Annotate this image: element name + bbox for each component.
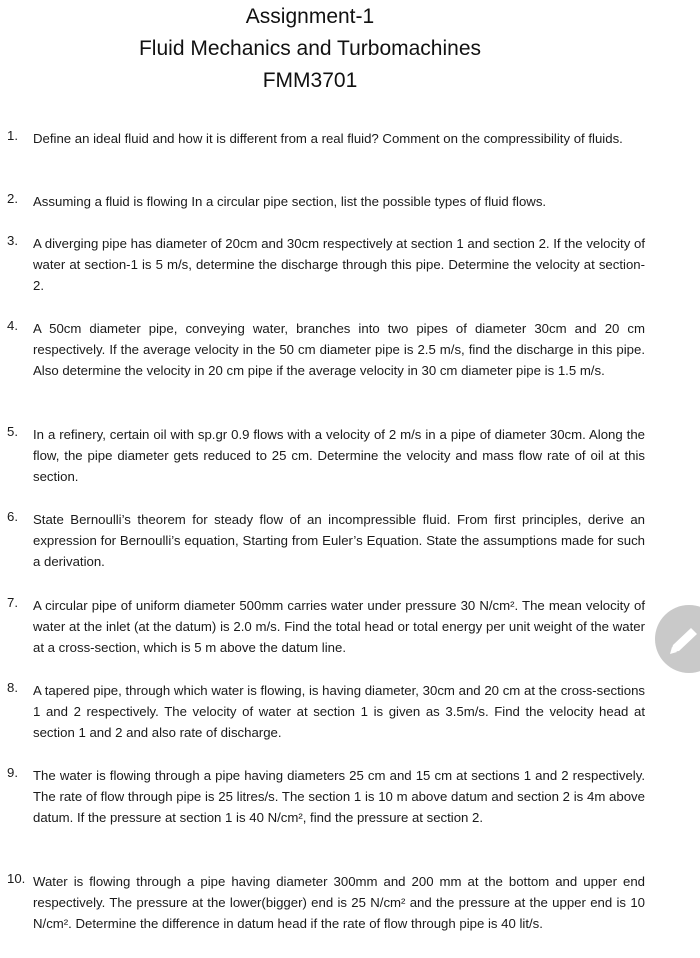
course-name: Fluid Mechanics and Turbomachines <box>138 37 481 60</box>
question-number: 3. <box>7 233 18 248</box>
question-number: 7. <box>7 595 18 610</box>
question-number: 8. <box>7 680 18 695</box>
question-number: 10. <box>7 871 26 886</box>
question-text: A tapered pipe, through which water is flowing, is having diameter, 30cm and 20 cm at the cross-sections 1 and 2 respectively. The velocity of water at section 1 is given as 3.5m/s. Find the velocity head at section 1 and 2 and also rate of discharge. <box>33 683 645 740</box>
question-text: A diverging pipe has diameter of 20cm and 30cm respectively at section 1 and section 2. If the velocity of water at section-1 is 5 m/s, determine the discharge through this pipe. Determine the velocity at section-2. <box>33 236 645 293</box>
question-number: 9. <box>7 765 18 780</box>
pencil-icon <box>667 625 700 655</box>
question-number: 5. <box>7 424 18 439</box>
question-text: The water is flowing through a pipe having diameters 25 cm and 15 cm at sections 1 and 2 respectively. The rate of flow through pipe is 25 litres/s. The section 1 is 10 m above datum and section 2 is 4m above datum. If the pressure at section 1 is 40 N/cm², find the pressure at section 2. <box>33 768 645 825</box>
assignment-title: Assignment-1 <box>245 5 375 28</box>
question-text: A circular pipe of uniform diameter 500mm carries water under pressure 30 N/cm². The mean velocity of water at the inlet (at the datum) is 2.0 m/s. Find the total head or total energy per unit weight of the water at a cross-section, which is 5 m above the datum line. <box>33 598 645 655</box>
question-number: 2. <box>7 191 18 206</box>
question-number: 4. <box>7 318 18 333</box>
question-text: Define an ideal fluid and how it is different from a real fluid? Comment on the compressibility of fluids. <box>33 131 623 146</box>
course-code: FMM3701 <box>262 69 358 92</box>
question-text: Assuming a fluid is flowing In a circular pipe section, list the possible types of fluid flows. <box>33 194 547 209</box>
question-text: State Bernoulli’s theorem for steady flow of an incompressible fluid. From first principles, derive an expression for Bernoulli’s equation, Starting from Euler’s Equation. State the assumptions made for such a derivation. <box>33 512 645 569</box>
question-text: Water is flowing through a pipe having diameter 300mm and 200 mm at the bottom and upper end respectively. The pressure at the lower(bigger) end is 25 N/cm² and the pressure at the upper end is 10 N/cm². Determine the difference in datum head if the rate of flow through pipe is 40 lit/s. <box>33 874 645 931</box>
question-number: 6. <box>7 509 18 524</box>
question-text: A 50cm diameter pipe, conveying water, branches into two pipes of diameter 30cm and 20 cm respectively. If the average velocity in the 50 cm diameter pipe is 2.5 m/s, find the discharge in this pipe. Also determine the velocity in 20 cm pipe if the average velocity in 30 cm diameter pipe is 1.5 m/s. <box>33 321 645 378</box>
question-text: In a refinery, certain oil with sp.gr 0.9 flows with a velocity of 2 m/s in a pipe of diameter 30cm. Along the flow, the pipe diameter gets reduced to 25 cm. Determine the velocity and mass flow rate of oil at this section. <box>33 427 645 484</box>
question-number: 1. <box>7 128 18 143</box>
edit-button[interactable] <box>655 605 700 673</box>
